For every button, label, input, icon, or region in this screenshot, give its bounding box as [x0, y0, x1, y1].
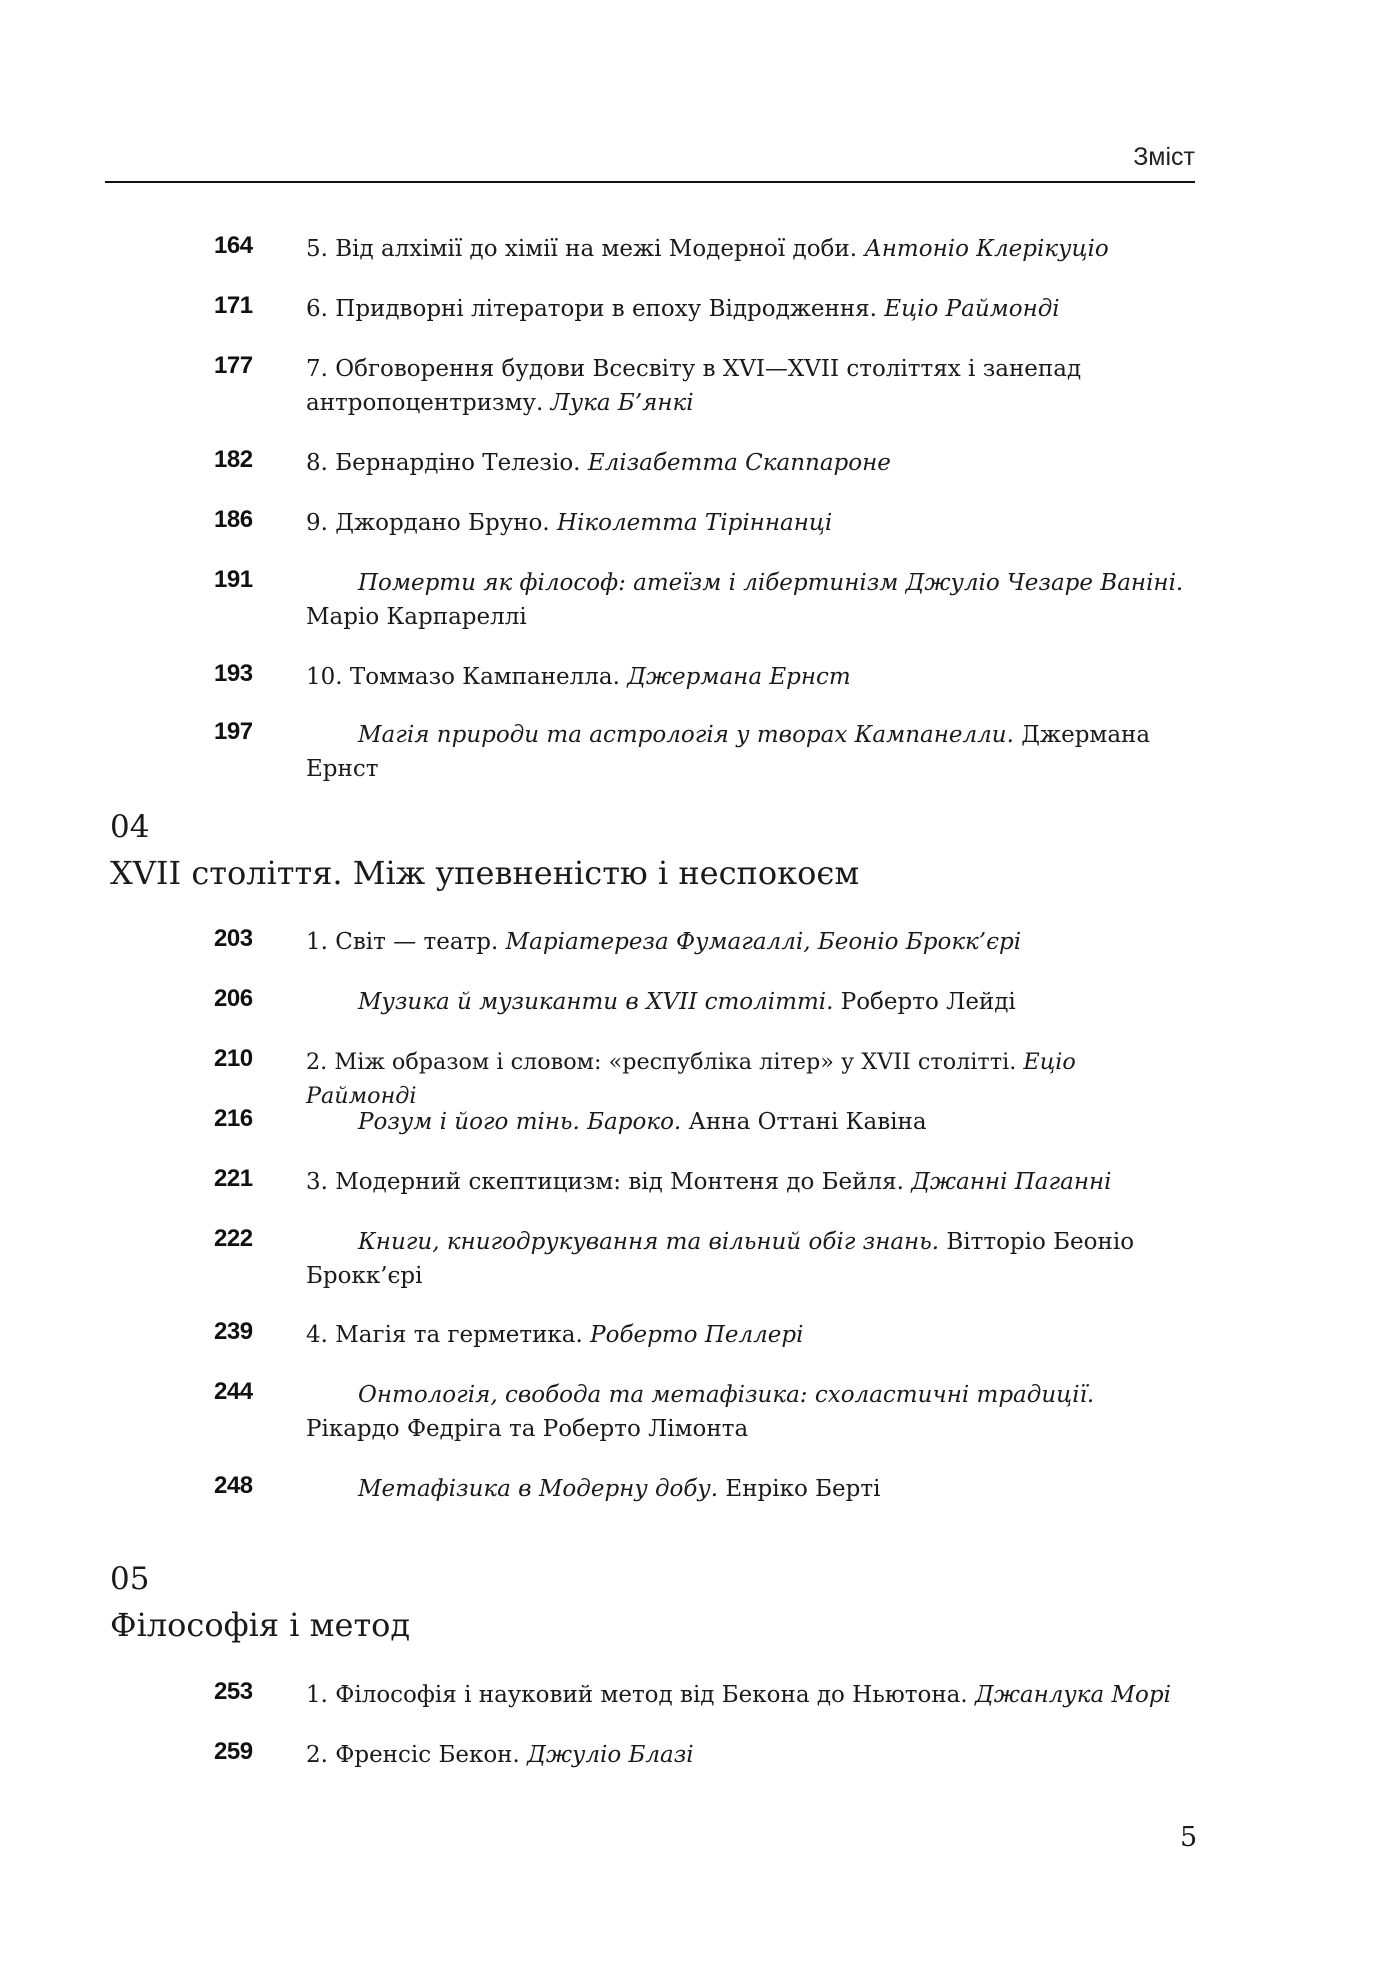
header-divider — [105, 181, 1195, 183]
toc-entry-author: Лука Б’янкі — [550, 390, 694, 416]
toc-entry-title: Онтологія, свобода та метафізика: схоластичні традиції. — [358, 1382, 1095, 1408]
toc-entry-text — [306, 925, 1186, 959]
section-number: 05 — [110, 1561, 150, 1597]
toc-entry-title: 2. Френсіс Бекон. — [306, 1742, 528, 1768]
toc-entry-title: 7. Обговорення будови Всесвіту в XVI—XVII століттях і занепад антропоцентризму. — [306, 356, 1082, 416]
running-header-title: Зміст — [1133, 143, 1195, 171]
toc-entry-text — [306, 446, 1186, 480]
toc-entry-author: Еціо Раймонді — [306, 1049, 1076, 1109]
toc-entry-author: Вітторіо Беоніо Брокк’єрі — [306, 1229, 1135, 1289]
toc-entry-author: Роберто Лейді — [833, 989, 1016, 1015]
toc-entry-title: 5. Від алхімії до хімії на межі Модерної доби. — [306, 236, 865, 262]
toc-entry-author: Ніколетта Тіріннанці — [557, 510, 833, 536]
section-heading — [110, 805, 859, 897]
toc-page-number: 206 — [214, 985, 253, 1012]
toc-entry-title: Померти як філософ: атеїзм і лібертинізм Джуліо Чезаре Ваніні. — [358, 570, 1184, 596]
toc-entry-text — [306, 232, 1186, 266]
toc-page-number: 244 — [214, 1378, 253, 1405]
toc-entry-text — [306, 660, 1186, 694]
toc-entry-text — [306, 1045, 1186, 1113]
toc-entry-author: Роберто Пеллері — [590, 1322, 804, 1348]
toc-page-number: 216 — [214, 1105, 253, 1132]
section-number: 04 — [110, 809, 150, 845]
toc-entry-author: Маріатереза Фумагаллі, Беоніо Брокк’єрі — [505, 929, 1022, 955]
toc-entry-text — [306, 718, 1186, 786]
section-title: Філософія і метод — [110, 1606, 411, 1644]
toc-entry-text — [306, 1318, 1186, 1352]
toc-page-number: 177 — [214, 352, 253, 379]
toc-entry-title: 2. Між образом і словом: «республіка літер» у XVII столітті. — [306, 1049, 1024, 1075]
toc-entry-text — [306, 1472, 1186, 1506]
toc-entry-title: 8. Бернардіно Телезіо. — [306, 450, 588, 476]
toc-page-number: 239 — [214, 1318, 253, 1345]
toc-page-number: 193 — [214, 660, 253, 687]
toc-entry-text — [306, 1738, 1186, 1772]
toc-page-number: 182 — [214, 446, 253, 473]
toc-entry-author: Енріко Берті — [718, 1476, 881, 1502]
toc-entry-author: Джермана Ернст — [627, 664, 851, 690]
toc-entry-title: 6. Придворні літератори в епоху Відродження. — [306, 296, 885, 322]
toc-entry-author: Джермана Ернст — [306, 722, 1151, 782]
page-number: 5 — [1180, 1822, 1198, 1853]
toc-entry-author: Анна Оттані Кавіна — [681, 1109, 927, 1135]
toc-entry-author: Елізабетта Скаппароне — [587, 450, 891, 476]
toc-entry-title: 9. Джордано Бруно. — [306, 510, 558, 536]
toc-entry-title: 1. Світ — театр. — [306, 929, 506, 955]
toc-page-number: 203 — [214, 925, 253, 952]
toc-entry-text — [306, 1378, 1186, 1446]
toc-page-number: 253 — [214, 1678, 253, 1705]
toc-entry-title: Музика й музиканти в XVII столітті. — [358, 989, 834, 1015]
toc-entry-author: Джанлука Морі — [975, 1682, 1171, 1708]
toc-page-number: 221 — [214, 1165, 253, 1192]
toc-entry-text — [306, 352, 1186, 420]
toc-entry-text — [306, 1165, 1186, 1199]
toc-entry-author: Джуліо Блазі — [527, 1742, 694, 1768]
toc-entry-text — [306, 292, 1186, 326]
toc-entry-author: Еціо Раймонді — [884, 296, 1060, 322]
toc-page-number: 222 — [214, 1225, 253, 1252]
toc-page-number: 248 — [214, 1472, 253, 1499]
toc-entry-title: 1. Філософія і науковий метод від Бекона до Ньютона. — [306, 1682, 976, 1708]
toc-entry-title: 3. Модерний скептицизм: від Монтеня до Бейля. — [306, 1169, 912, 1195]
toc-entry-title: Книги, книгодрукування та вільний обіг знань. — [358, 1229, 940, 1255]
toc-entry-text — [306, 985, 1186, 1019]
toc-entry-title: Розум і його тінь. Бароко. — [358, 1109, 682, 1135]
section-title: XVII століття. Між упевненістю і неспокоєм — [110, 854, 860, 892]
toc-entry-author: Маріо Карпареллі — [306, 604, 527, 630]
toc-page-number: 164 — [214, 232, 253, 259]
toc-entry-text — [306, 506, 1186, 540]
toc-page-number: 171 — [214, 292, 253, 319]
toc-entry-title: 10. Томмазо Кампанелла. — [306, 664, 628, 690]
toc-page-number: 210 — [214, 1045, 253, 1072]
toc-page-number: 197 — [214, 718, 253, 745]
toc-page-number: 259 — [214, 1738, 253, 1765]
toc-entry-author: Антоніо Клерікуціо — [864, 236, 1109, 262]
toc-entry-author: Джанні Паганні — [911, 1169, 1112, 1195]
toc-entry-title: Метафізика в Модерну добу. — [358, 1476, 719, 1502]
toc-entry-author: Рікардо Федріга та Роберто Лімонта — [306, 1416, 749, 1442]
toc-entry-text — [306, 1225, 1186, 1293]
section-heading — [110, 1557, 410, 1649]
toc-entry-title: Магія природи та астрологія у творах Кампанелли. — [358, 722, 1014, 748]
toc-entry-text — [306, 1105, 1186, 1139]
toc-page-number: 191 — [214, 566, 253, 593]
toc-page-number: 186 — [214, 506, 253, 533]
toc-entry-title: 4. Магія та герметика. — [306, 1322, 591, 1348]
toc-entry-text — [306, 566, 1186, 634]
toc-entry-text — [306, 1678, 1186, 1712]
